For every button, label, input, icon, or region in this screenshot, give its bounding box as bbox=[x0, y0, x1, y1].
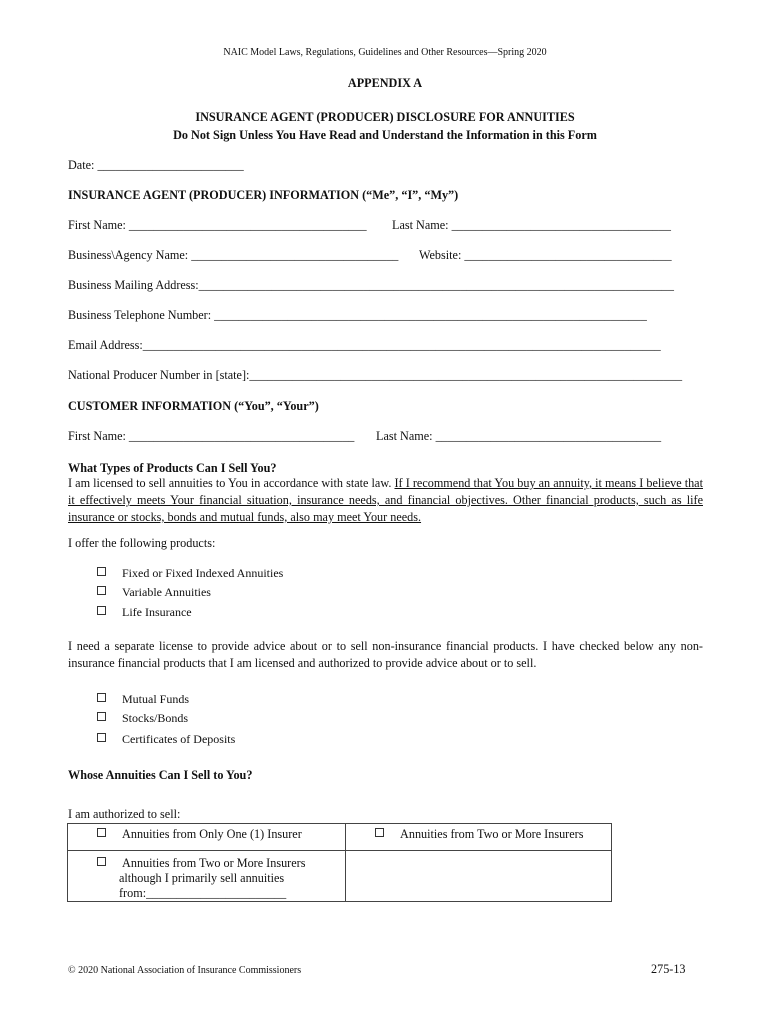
mailing-address-field[interactable]: Business Mailing Address:______________________________________________________________________________ bbox=[68, 278, 674, 292]
checkbox-icon[interactable] bbox=[97, 606, 106, 615]
checkbox-icon[interactable] bbox=[97, 586, 106, 595]
license-item-label: Stocks/Bonds bbox=[122, 711, 189, 725]
agency-name-field[interactable]: Business\Agency Name: __________________________________ bbox=[68, 248, 399, 262]
customer-last-name-field[interactable]: Last Name: _____________________________________ bbox=[376, 429, 662, 443]
empty-cell bbox=[346, 851, 612, 902]
appendix-title: APPENDIX A bbox=[347, 76, 423, 90]
form-warning: Do Not Sign Unless You Have Read and Understand the Information in this Form bbox=[173, 128, 597, 142]
whose-heading: Whose Annuities Can I Sell to You? bbox=[68, 768, 253, 782]
offer-item-label: Variable Annuities bbox=[122, 585, 211, 599]
products-paragraph-underlined: If I recommend that You buy an annuity, it means I believe that it effectively meets Your financial situation, insurance needs, and financial objectives. Other financial products, such as life insurance or stocks, bonds and mutual funds, also may meet Your needs. bbox=[68, 476, 703, 524]
date-field[interactable]: Date: ________________________ bbox=[68, 158, 244, 172]
option-two-label: Annuities from Two or More Insurers bbox=[400, 827, 584, 841]
agent-section-heading: INSURANCE AGENT (PRODUCER) INFORMATION (“Me”, “I”, “My”) bbox=[68, 188, 459, 202]
checkbox-icon[interactable] bbox=[375, 828, 384, 837]
option-three-insurer-field[interactable]: from:_______________________ bbox=[119, 886, 287, 900]
license-item-label: Mutual Funds bbox=[122, 692, 190, 706]
copyright: © 2020 National Association of Insurance Commissioners bbox=[68, 965, 302, 976]
products-paragraph bbox=[68, 475, 703, 526]
customer-first-name-field[interactable]: First Name: _____________________________________ bbox=[68, 429, 355, 443]
offer-item-life-insurance[interactable] bbox=[97, 605, 192, 620]
running-header: NAIC Model Laws, Regulations, Guidelines and Other Resources—Spring 2020 bbox=[223, 47, 547, 58]
option-one-label: Annuities from Only One (1) Insurer bbox=[122, 827, 302, 841]
option-one-cell bbox=[68, 824, 346, 851]
offer-item-label: Life Insurance bbox=[122, 605, 192, 619]
whose-intro: I am authorized to sell: bbox=[68, 807, 181, 821]
license-paragraph: I need a separate license to provide advice about or to sell non-insurance financial products. I have checked below any non-insurance financial products that I am licensed and authorized to provide advice about or to sell. bbox=[68, 639, 703, 670]
checkbox-icon[interactable] bbox=[97, 857, 106, 866]
license-item-label: Certificates of Deposits bbox=[122, 732, 236, 746]
telephone-field[interactable]: Business Telephone Number: _______________________________________________________________________ bbox=[68, 308, 647, 322]
offer-item-fixed-annuities[interactable] bbox=[97, 566, 283, 581]
agent-first-name-field[interactable]: First Name: _______________________________________ bbox=[68, 218, 367, 232]
email-field[interactable]: Email Address:_____________________________________________________________________________________ bbox=[68, 338, 661, 352]
npn-field[interactable]: National Producer Number in [state]:_______________________________________________________________________ bbox=[68, 368, 683, 382]
insurer-options-table bbox=[67, 823, 612, 902]
offer-item-variable-annuities[interactable] bbox=[97, 585, 211, 600]
offer-intro: I offer the following products: bbox=[68, 536, 216, 550]
offer-item-label: Fixed or Fixed Indexed Annuities bbox=[122, 566, 284, 580]
agent-last-name-field[interactable]: Last Name: ____________________________________ bbox=[392, 218, 671, 232]
checkbox-icon[interactable] bbox=[97, 712, 106, 721]
checkbox-icon[interactable] bbox=[97, 567, 106, 576]
option-three-line2: although I primarily sell annuities bbox=[119, 871, 285, 885]
products-heading: What Types of Products Can I Sell You? bbox=[68, 461, 277, 475]
checkbox-icon[interactable] bbox=[97, 733, 106, 742]
products-paragraph-plain: I am licensed to sell annuities to You in accordance with state law. bbox=[68, 476, 395, 490]
website-field[interactable]: Website: __________________________________ bbox=[419, 248, 672, 262]
checkbox-icon[interactable] bbox=[97, 828, 106, 837]
checkbox-icon[interactable] bbox=[97, 693, 106, 702]
page-number: 275-13 bbox=[651, 962, 686, 976]
license-item-cds[interactable] bbox=[97, 732, 235, 747]
customer-section-heading: CUSTOMER INFORMATION (“You”, “Your”) bbox=[68, 399, 319, 413]
option-two-cell bbox=[346, 824, 612, 851]
option-three-cell bbox=[68, 851, 346, 902]
license-item-mutual-funds[interactable] bbox=[97, 692, 189, 707]
license-item-stocks-bonds[interactable] bbox=[97, 711, 188, 726]
form-title: INSURANCE AGENT (PRODUCER) DISCLOSURE FOR ANNUITIES bbox=[195, 110, 575, 124]
option-three-line1: Annuities from Two or More Insurers bbox=[122, 856, 306, 870]
